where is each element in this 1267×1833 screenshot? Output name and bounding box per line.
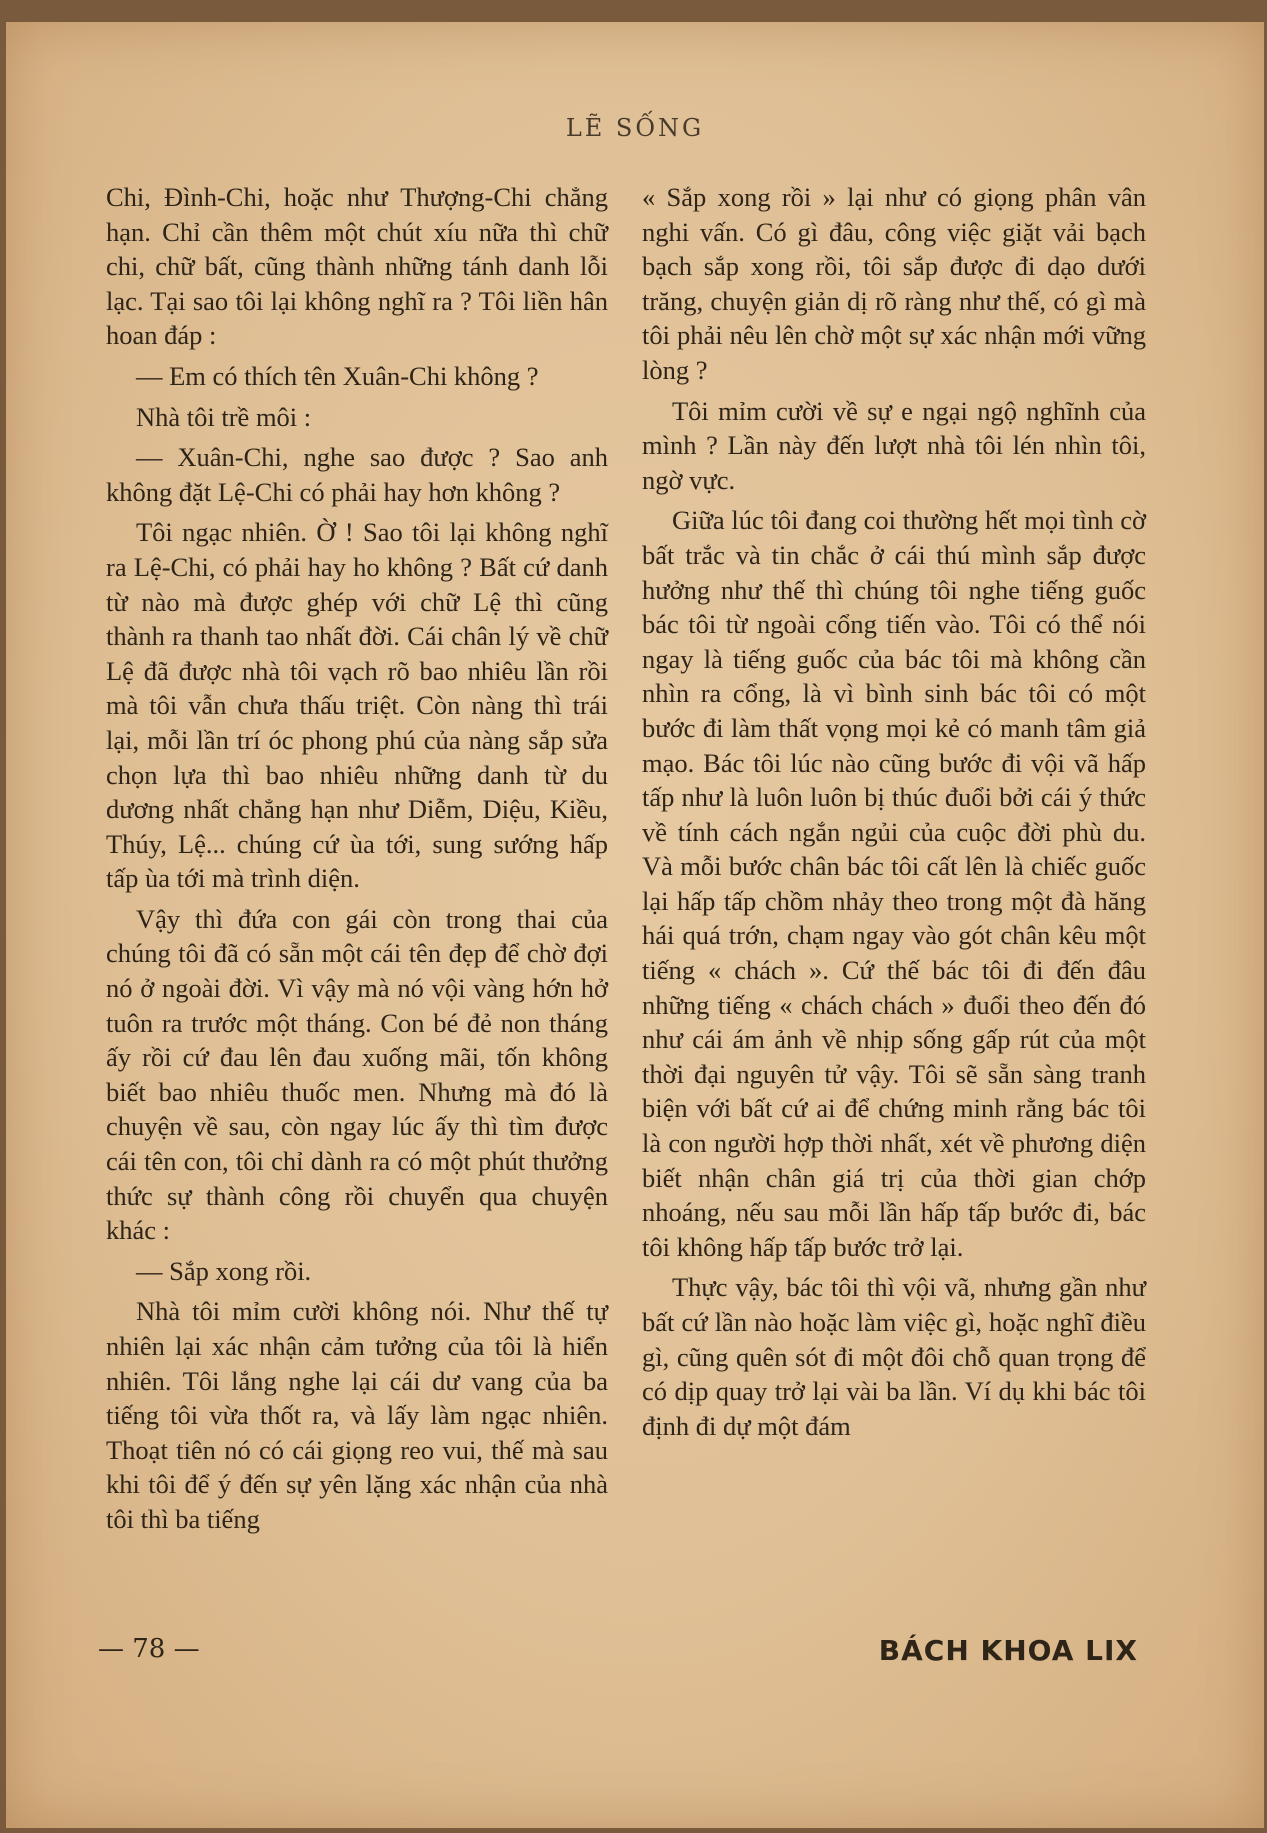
paragraph: Tôi ngạc nhiên. Ờ ! Sao tôi lại không nghĩ ra Lệ-Chi, có phải hay ho không ? Bất cứ danh từ nào mà được ghép với chữ Lệ thì cũng thành ra thanh tao nhất đời. Cái chân lý về chữ Lệ đã được nhà tôi vạch rõ bao nhiêu lần rồi mà tôi vẫn chưa thấu triệt. Còn nàng thì trái lại, mỗi lần trí óc phong phú của nàng sắp sửa chọn lựa thì bao nhiêu những danh từ du dương nhất chẳng hạn như Diễm, Diệu, Kiều, Thúy, Lệ... chúng cứ ùa tới, sung sướng hấp tấp ùa tới mà trình diện. [106, 517, 608, 894]
paragraph: Thực vậy, bác tôi thì vội vã, nhưng gần như bất cứ lần nào hoặc làm việc gì, hoặc nghĩ điều gì, cũng quên sót đi một đôi chỗ quan trọng để có dịp quay trở lại vài ba lần. Ví dụ khi bác tôi định đi dự một đám [642, 1272, 1146, 1441]
paragraph: Vậy thì đứa con gái còn trong thai của chúng tôi đã có sẵn một cái tên đẹp để chờ đợi nó ở ngoài đời. Vì vậy mà nó vội vàng hớn hở tuôn ra trước một tháng. Con bé đẻ non tháng ấy rồi cứ đau lên đau xuống mãi, tốn không biết bao nhiêu thuốc men. Nhưng mà đó là chuyện về sau, còn ngay lúc ấy thì tìm được cái tên con, tôi chỉ dành ra có một phút thưởng thức sự thành công rồi chuyển qua chuyện khác : [106, 903, 608, 1246]
paragraph: Nhà tôi mỉm cười không nói. Như thế tự nhiên lại xác nhận cảm tưởng của tôi là hiển nhiên. Tôi lắng nghe lại cái dư vang của ba tiếng tôi vừa thốt ra, và lấy làm ngạc nhiên. Thoạt tiên nó có cái giọng reo vui, thế mà sau khi tôi để ý đến sự yên lặng xác nhận của nhà tôi thì ba tiếng [106, 1296, 608, 1534]
running-header: LẼ SỐNG [565, 114, 705, 142]
page-number: — 78 — [98, 1634, 200, 1664]
publication-name: BÁCH KHOA LIX [878, 1634, 1138, 1667]
paragraph: Chi, Đình-Chi, hoặc như Thượng-Chi chẳng hạn. Chỉ cần thêm một chút xíu nữa thì chữ chi, chữ bất, cũng thành những tánh danh lỗi lạc. Tại sao tôi lại không nghĩ ra ? Tôi liền hân hoan đáp : [106, 182, 608, 351]
right-column [642, 180, 1146, 1449]
paragraph: Tôi mỉm cười về sự e ngại ngộ nghĩnh của mình ? Lần này đến lượt nhà tôi lén nhìn tôi, ngờ vực. [642, 395, 1146, 495]
left-column [106, 180, 608, 1543]
dialogue-line: — Xuân-Chi, nghe sao được ? Sao anh không đặt Lệ-Chi có phải hay hơn không ? [106, 442, 608, 507]
dialogue-line: — Em có thích tên Xuân-Chi không ? [136, 360, 539, 391]
paragraph: « Sắp xong rồi » lại như có giọng phân vân nghi vấn. Có gì đâu, công việc giặt vải bạch bạch sắp xong rồi, tôi sắp được đi dạo dưới trăng, chuyện giản dị rõ ràng như thế, có gì mà tôi phải nêu lên chờ một sự xác nhận mới vững lòng ? [642, 182, 1146, 385]
magazine-page [6, 22, 1264, 1828]
dialogue-line: — Sắp xong rồi. [136, 1255, 312, 1286]
paragraph: Nhà tôi trề môi : [136, 401, 312, 432]
paragraph: Giữa lúc tôi đang coi thường hết mọi tình cờ bất trắc và tin chắc ở cái thú mình sắp được hưởng như thế thì chúng tôi nghe tiếng guốc bác tôi từ ngoài cổng tiến vào. Tôi có thể nói ngay là tiếng guốc của bác tôi mà không cần nhìn ra cổng, là vì bình sinh bác tôi có một bước đi làm thất vọng mọi kẻ có manh tâm giả mạo. Bác tôi lúc nào cũng bước đi vội vã hấp tấp như là luôn luôn bị thúc đuổi bởi cái ý thức về tính cách ngắn ngủi của cuộc đời phù du. Và mỗi bước chân bác tôi cất lên là chiếc guốc lại hấp tấp chồm nhảy theo trong một đà hăng hái quá trớn, chạm ngay vào gót chân kêu một tiếng « chách ». Cứ thế bác tôi đi đến đâu những tiếng « chách chách » đuổi theo đến đó như cái ám ảnh về nhịp sống gấp rút của một thời đại nguyên tử vậy. Tôi sẽ sẵn sàng tranh biện với bất cứ ai để chứng minh rằng bác tôi là con người hợp thời nhất, xét về phương diện biết nhận chân giá trị của thời gian chớp nhoáng, nếu sau mỗi lần hấp tấp bước đi, bác tôi không hấp tấp bước trở lại. [642, 505, 1146, 1262]
